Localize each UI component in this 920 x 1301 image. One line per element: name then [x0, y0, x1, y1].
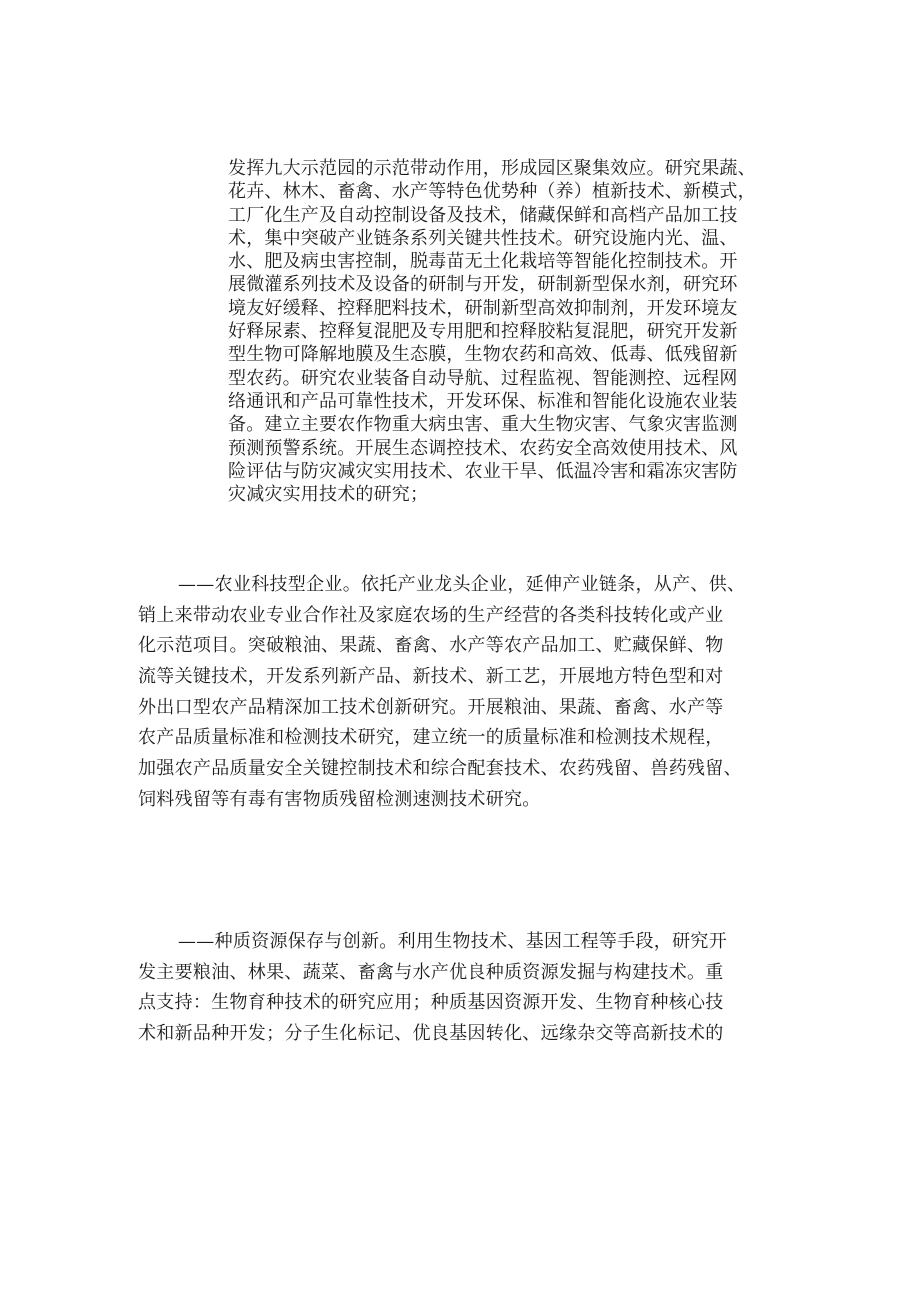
text-line: 水、肥及病虫害控制，脱毒苗无土化栽培等智能化控制技术。开: [228, 251, 738, 273]
text-line: 工厂化生产及自动控制设备及技术，储藏保鲜和高档产品加工技: [228, 204, 738, 226]
germplasm-paragraph: [138, 927, 798, 1050]
text-line: 好释尿素、控释复混肥及专用肥和控释胶粘复混肥，研究开发新: [228, 321, 738, 343]
text-line: 发主要粮油、林果、蔬菜、畜禽与水产优良种质资源发掘与构建技术。重: [138, 961, 724, 983]
text-line: 险评估与防灾减灾实用技术、农业干旱、低温冷害和霜冻灾害防: [228, 460, 738, 482]
text-line: 术和新品种开发；分子生化标记、优良基因转化、远缘杂交等高新技术的: [138, 1023, 724, 1045]
text-line: 销上来带动农业专业合作社及家庭农场的生产经营的各类科技转化或产业: [138, 604, 724, 626]
text-line: 饲料残留等有毒有害物质残留检测速测技术研究。: [138, 788, 541, 810]
text-line: 花卉、林木、畜禽、水产等特色优势种（养）植新技术、新模式，: [228, 181, 756, 203]
text-line: ——种质资源保存与创新。利用生物技术、基因工程等手段，研究开: [178, 931, 727, 952]
text-line: 加强农产品质量安全关键控制技术和综合配套技术、农药残留、兽药残留、: [138, 758, 742, 780]
text-line: 备。建立主要农作物重大病虫害、重大生物灾害、气象灾害监测: [228, 414, 738, 436]
text-line: 点支持：生物育种技术的研究应用；种质基因资源开发、生物育种核心技: [138, 992, 724, 1014]
text-line: 发挥九大示范园的示范带动作用，形成园区聚集效应。研究果蔬、: [228, 158, 756, 179]
text-line: 灾减灾实用技术的研究；: [228, 484, 429, 506]
text-line: 型农药。研究农业装备自动导航、过程监视、智能测控、远程网: [228, 367, 738, 389]
text-line: 境友好缓释、控释肥料技术，研制新型高效抑制剂，开发环境友: [228, 297, 738, 319]
enterprise-paragraph: [138, 570, 798, 816]
indented-paragraph: [228, 157, 808, 506]
text-line: 农产品质量标准和检测技术研究，建立统一的质量标准和检测技术规程，: [138, 727, 724, 749]
text-line: 预测预警系统。开展生态调控技术、农药安全高效使用技术、风: [228, 437, 738, 459]
text-line: 络通讯和产品可靠性技术，开发环保、标准和智能化设施农业装: [228, 390, 738, 412]
text-line: 展微灌系列技术及设备的研制与开发，研制新型保水剂，研究环: [228, 274, 738, 296]
text-line: 型生物可降解地膜及生态膜，生物农药和高效、低毒、低残留新: [228, 344, 738, 366]
text-line: 术，集中突破产业链条系列关键共性技术。研究设施内光、温、: [228, 227, 738, 249]
text-line: 流等关键技术，开发系列新产品、新技术、新工艺，开展地方特色型和对: [138, 666, 724, 688]
text-line: ——农业科技型企业。依托产业龙头企业，延伸产业链条，从产、供、: [178, 574, 746, 595]
text-line: 化示范项目。突破粮油、果蔬、畜禽、水产等农产品加工、贮藏保鲜、物: [138, 635, 724, 657]
text-line: 外出口型农产品精深加工技术创新研究。开展粮油、果蔬、畜禽、水产等: [138, 696, 724, 718]
